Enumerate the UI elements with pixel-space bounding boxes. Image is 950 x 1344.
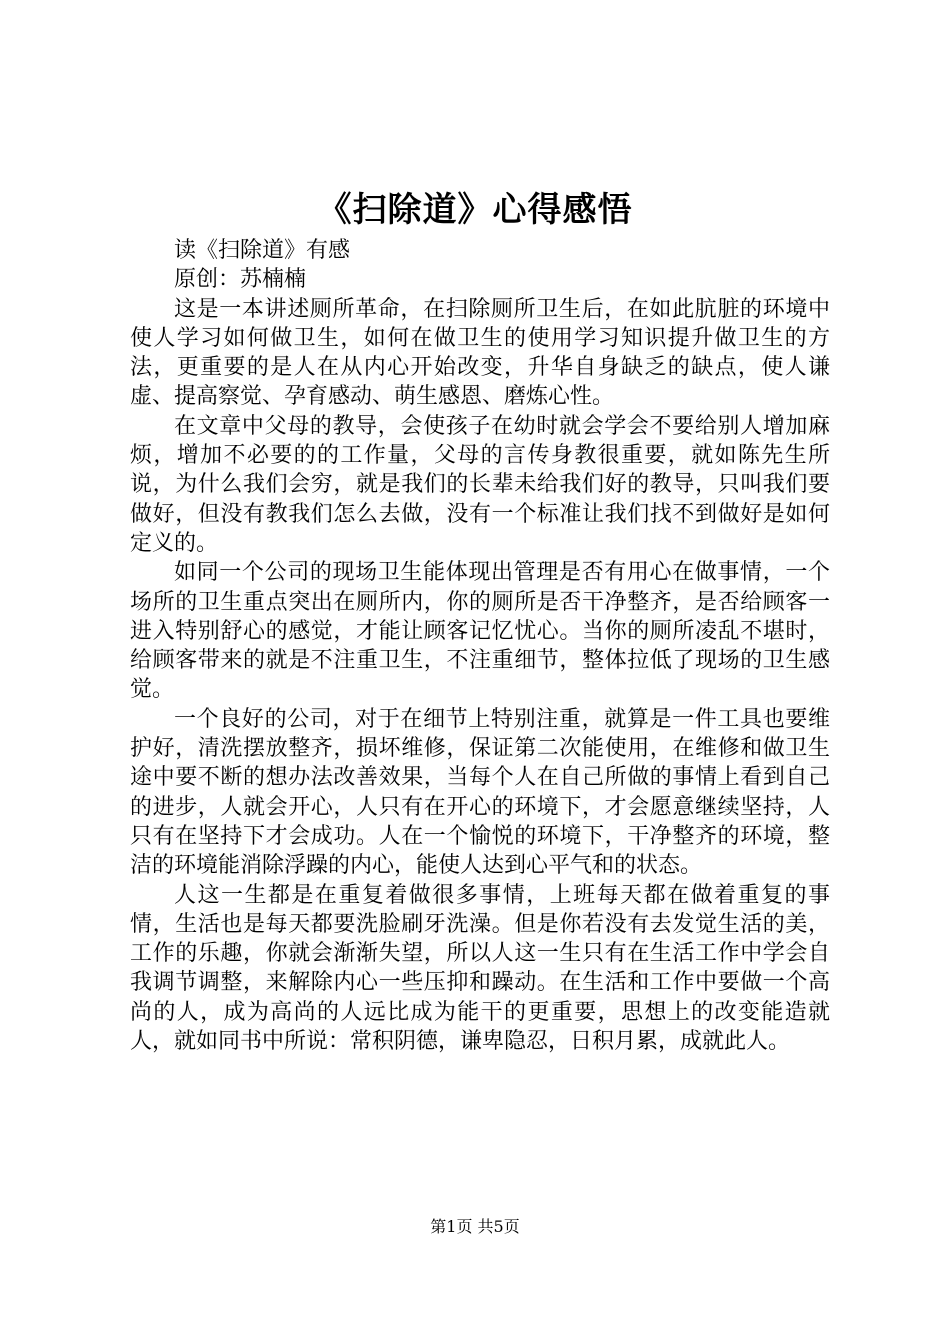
body-paragraph: 在文章中父母的教导，会使孩子在幼时就会学会不要给别人增加麻烦，增加不必要的的工作量，父母的言传身教很重要，就如陈先生所说，为什么我们会穷，就是我们的长辈未给我们好的教导，只叫我们要做好，但没有教我们怎么去做，没有一个标准让我们找不到做好是如何定义的。 <box>130 413 830 556</box>
author-line: 原创：苏楠楠 <box>174 267 307 293</box>
document-body <box>130 236 830 1056</box>
document-title: 《扫除道》心得感悟 <box>317 190 633 230</box>
body-paragraph: 人这一生都是在重复着做很多事情，上班每天都在做着重复的事情，生活也是每天都要洗脸刷牙洗澡。但是你若没有去发觉生活的美，工作的乐趣，你就会渐渐失望，所以人这一生只有在生活工作中学会自我调节调整，来解除内心一些压抑和躁动。在生活和工作中要做一个高尚的人，成为高尚的人远比成为能干的更重要，思想上的改变能造就人，就如同书中所说：常积阴德，谦卑隐忍，日积月累，成就此人。 <box>130 882 830 1055</box>
body-paragraph: 这是一本讲述厕所革命，在扫除厕所卫生后，在如此肮脏的环境中使人学习如何做卫生，如何在做卫生的使用学习知识提升做卫生的方法，更重要的是人在从内心开始改变，升华自身缺乏的缺点，使人谦虚、提高察觉、孕育感动、萌生感恩、磨炼心性。 <box>130 296 830 410</box>
subtitle-line: 读《扫除道》有感 <box>174 238 351 263</box>
body-paragraph: 如同一个公司的现场卫生能体现出管理是否有用心在做事情，一个场所的卫生重点突出在厕所内，你的厕所是否干净整齐，是否给顾客一进入特别舒心的感觉，才能让顾客记忆忧心。当你的厕所凌乱不堪时，给顾客带来的就是不注重卫生，不注重细节，整体拉低了现场的卫生感觉。 <box>130 560 830 703</box>
body-paragraph: 一个良好的公司，对于在细节上特别注重，就算是一件工具也要维护好，清洗摆放整齐，损坏维修，保证第二次能使用，在维修和做卫生途中要不断的想办法改善效果，当每个人在自己所做的事情上看到自己的进步，人就会开心，人只有在开心的环境下，才会愿意继续坚持，人只有在坚持下才会成功。人在一个愉悦的环境下，干净整齐的环境，整洁的环境能消除浮躁的内心，能使人达到心平气和的状态。 <box>130 706 830 879</box>
page-footer: 第1页 共5页 <box>430 1217 520 1236</box>
